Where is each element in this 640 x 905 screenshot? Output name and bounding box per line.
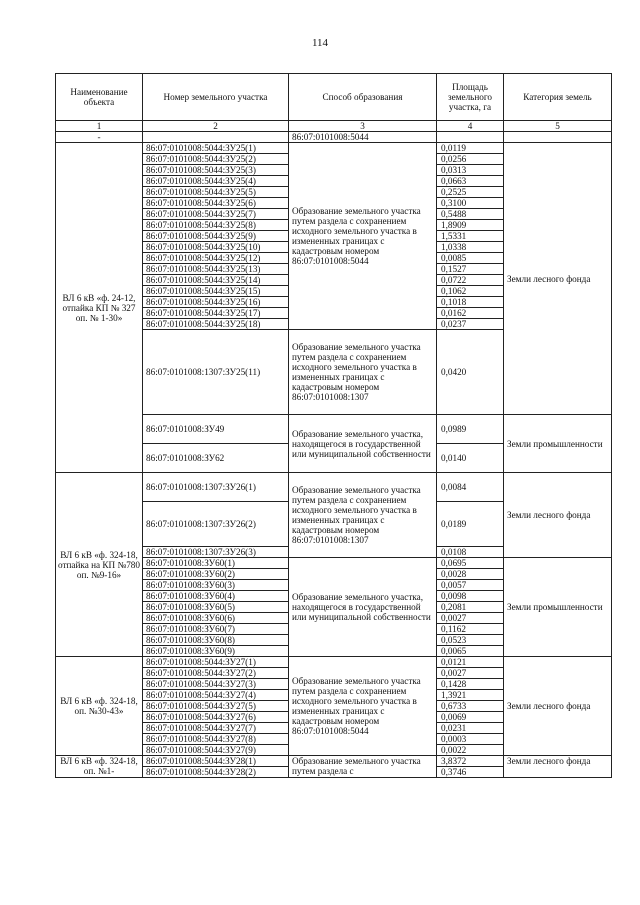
plot-number: 86:07:0101008:5044:ЗУ25(2) xyxy=(143,154,289,165)
plot-area: 0,0313 xyxy=(437,165,504,176)
plot-area: 1,3921 xyxy=(437,690,504,701)
plot-area: 1,0338 xyxy=(437,242,504,253)
plot-area: 0,0069 xyxy=(437,712,504,723)
land-plots-table xyxy=(55,73,612,778)
plot-area: 0,0108 xyxy=(437,547,504,558)
plot-number: 86:07:0101008:5044:ЗУ25(12) xyxy=(143,253,289,264)
plot-number: 86:07:0101008:5044:ЗУ25(14) xyxy=(143,275,289,286)
plot-area: 0,0119 xyxy=(437,143,504,154)
plot-number: 86:07:0101008:ЗУ60(7) xyxy=(143,624,289,635)
header-col5: Категория земель xyxy=(504,74,612,121)
formation-method: Образование земельного участка путем раздела с сохранением исходного земельного участка в измененных границах с кадастровым номером 86:07:0101008:1307 xyxy=(289,473,437,558)
plot-area: 1,8909 xyxy=(437,220,504,231)
column-number: 2 xyxy=(143,121,289,132)
plot-number: 86:07:0101008:5044:ЗУ27(6) xyxy=(143,712,289,723)
table-row xyxy=(56,143,612,154)
plot-area: 0,0003 xyxy=(437,734,504,745)
plot-area: 0,0057 xyxy=(437,580,504,591)
plot-number: 86:07:0101008:ЗУ60(8) xyxy=(143,635,289,646)
plot-number: 86:07:0101008:ЗУ60(6) xyxy=(143,613,289,624)
plot-number: 86:07:0101008:5044:ЗУ28(1) xyxy=(143,756,289,767)
plot-area: 0,0027 xyxy=(437,613,504,624)
plot-area: 3,8372 xyxy=(437,756,504,767)
column-numbers-row xyxy=(56,121,612,132)
plot-area: 0,0085 xyxy=(437,253,504,264)
plot-number: 86:07:0101008:1307:ЗУ26(2) xyxy=(143,502,289,547)
plot-area: 0,0989 xyxy=(437,415,504,444)
table-row xyxy=(56,657,612,668)
land-category: Земли лесного фонда xyxy=(504,756,612,778)
land-category: Земли лесного фонда xyxy=(504,143,612,415)
plot-area: 0,0028 xyxy=(437,569,504,580)
column-number: 4 xyxy=(437,121,504,132)
plot-area: 0,3100 xyxy=(437,198,504,209)
plot-number: 86:07:0101008:5044:ЗУ25(5) xyxy=(143,187,289,198)
plot-number: 86:07:0101008:5044:ЗУ25(10) xyxy=(143,242,289,253)
plot-number: 86:07:0101008:ЗУ60(2) xyxy=(143,569,289,580)
plot-number: 86:07:0101008:5044:ЗУ25(9) xyxy=(143,231,289,242)
plot-number: 86:07:0101008:5044:ЗУ25(13) xyxy=(143,264,289,275)
plot-number: 86:07:0101008:5044:ЗУ27(2) xyxy=(143,668,289,679)
plot-number: 86:07:0101008:5044:ЗУ25(1) xyxy=(143,143,289,154)
plot-area: 0,0027 xyxy=(437,668,504,679)
formation-method: Образование земельного участка путем раздела с сохранением исходного земельного участка в измененных границах с кадастровым номером 86:07:0101008:5044 xyxy=(289,657,437,756)
plot-area: 0,0189 xyxy=(437,502,504,547)
land-category: Земли лесного фонда xyxy=(504,473,612,558)
object-name: ВЛ 6 кВ «ф. 324-18, оп. №30-43» xyxy=(56,657,143,756)
object-name: ВЛ 6 кВ «ф. 324-18, оп. №1- xyxy=(56,756,143,778)
plot-area: 0,0523 xyxy=(437,635,504,646)
plot-area: 0,0065 xyxy=(437,646,504,657)
plot-number: 86:07:0101008:5044:ЗУ27(9) xyxy=(143,745,289,756)
plot-area: 0,2525 xyxy=(437,187,504,198)
formation-method: Образование земельного участка, находящегося в государственной или муниципальной собственности xyxy=(289,415,437,473)
plot-area: 0,0256 xyxy=(437,154,504,165)
plot-number: 86:07:0101008:ЗУ62 xyxy=(143,444,289,473)
plot-area: 0,6733 xyxy=(437,701,504,712)
land-category: Земли промышленности xyxy=(504,415,612,473)
plot-number: 86:07:0101008:5044:ЗУ25(6) xyxy=(143,198,289,209)
plot-number: 86:07:0101008:ЗУ49 xyxy=(143,415,289,444)
table-row xyxy=(56,756,612,767)
plot-number: 86:07:0101008:1307:ЗУ26(3) xyxy=(143,547,289,558)
carry-method: 86:07:0101008:5044 xyxy=(289,132,437,143)
plot-number: 86:07:0101008:ЗУ60(5) xyxy=(143,602,289,613)
column-number: 1 xyxy=(56,121,143,132)
plot-number: 86:07:0101008:5044:ЗУ25(17) xyxy=(143,308,289,319)
plot-number: 86:07:0101008:5044:ЗУ25(3) xyxy=(143,165,289,176)
plot-area: 0,0695 xyxy=(437,558,504,569)
plot-number: 86:07:0101008:5044:ЗУ27(1) xyxy=(143,657,289,668)
formation-method: Образование земельного участка путем раздела с xyxy=(289,756,437,778)
column-number: 5 xyxy=(504,121,612,132)
plot-area: 0,0420 xyxy=(437,330,504,415)
plot-area: 0,1018 xyxy=(437,297,504,308)
plot-area: 0,3746 xyxy=(437,767,504,778)
carry-area xyxy=(437,132,504,143)
plot-area: 0,2081 xyxy=(437,602,504,613)
plot-number: 86:07:0101008:5044:ЗУ27(7) xyxy=(143,723,289,734)
plot-area: 0,0022 xyxy=(437,745,504,756)
formation-method: Образование земельного участка, находящегося в государственной или муниципальной собственности xyxy=(289,558,437,657)
plot-number: 86:07:0101008:5044:ЗУ27(3) xyxy=(143,679,289,690)
carry-category xyxy=(504,132,612,143)
plot-number: 86:07:0101008:5044:ЗУ25(16) xyxy=(143,297,289,308)
object-name: ВЛ 6 кВ «ф. 324-18, отпайка на КП №780 оп. №9-16» xyxy=(56,473,143,657)
plot-number: 86:07:0101008:5044:ЗУ25(4) xyxy=(143,176,289,187)
plot-area: 0,1527 xyxy=(437,264,504,275)
header-col3: Способ образования xyxy=(289,74,437,121)
plot-number: 86:07:0101008:5044:ЗУ25(18) xyxy=(143,319,289,330)
plot-number: 86:07:0101008:5044:ЗУ25(8) xyxy=(143,220,289,231)
carry-row xyxy=(56,132,612,143)
plot-number: 86:07:0101008:5044:ЗУ25(7) xyxy=(143,209,289,220)
land-category: Земли лесного фонда xyxy=(504,657,612,756)
land-category: Земли промышленности xyxy=(504,558,612,657)
plot-area: 0,1062 xyxy=(437,286,504,297)
plot-area: 0,0084 xyxy=(437,473,504,502)
plot-area: 0,1428 xyxy=(437,679,504,690)
page-number: 114 xyxy=(311,37,329,49)
carry-number xyxy=(143,132,289,143)
plot-number: 86:07:0101008:ЗУ60(4) xyxy=(143,591,289,602)
object-name: ВЛ 6 кВ «ф. 24-12, отпайка КП № 327 оп. № 1-30» xyxy=(56,143,143,473)
plot-area: 0,5488 xyxy=(437,209,504,220)
plot-number: 86:07:0101008:ЗУ60(1) xyxy=(143,558,289,569)
column-number: 3 xyxy=(289,121,437,132)
header-col4: Площадь земельного участка, га xyxy=(437,74,504,121)
plot-area: 0,0231 xyxy=(437,723,504,734)
plot-number: 86:07:0101008:5044:ЗУ25(15) xyxy=(143,286,289,297)
carry-object: - xyxy=(56,132,143,143)
plot-number: 86:07:0101008:ЗУ60(9) xyxy=(143,646,289,657)
plot-number: 86:07:0101008:5044:ЗУ28(2) xyxy=(143,767,289,778)
header-col1: Наименование объекта xyxy=(56,74,143,121)
plot-number: 86:07:0101008:1307:ЗУ25(11) xyxy=(143,330,289,415)
header-row xyxy=(56,74,612,121)
plot-number: 86:07:0101008:5044:ЗУ27(4) xyxy=(143,690,289,701)
plot-area: 0,0722 xyxy=(437,275,504,286)
plot-number: 86:07:0101008:1307:ЗУ26(1) xyxy=(143,473,289,502)
plot-number: 86:07:0101008:5044:ЗУ27(8) xyxy=(143,734,289,745)
plot-area: 0,1162 xyxy=(437,624,504,635)
plot-area: 0,0663 xyxy=(437,176,504,187)
plot-area: 1,5331 xyxy=(437,231,504,242)
plot-number: 86:07:0101008:ЗУ60(3) xyxy=(143,580,289,591)
formation-method: Образование земельного участка путем раздела с сохранением исходного земельного участка в измененных границах с кадастровым номером 86:07:0101008:5044 xyxy=(289,143,437,330)
header-col2: Номер земельного участка xyxy=(143,74,289,121)
plot-area: 0,0140 xyxy=(437,444,504,473)
table-row xyxy=(56,473,612,502)
plot-area: 0,0098 xyxy=(437,591,504,602)
plot-area: 0,0162 xyxy=(437,308,504,319)
plot-area: 0,0237 xyxy=(437,319,504,330)
formation-method: Образование земельного участка путем раздела с сохранением исходного земельного участка в измененных границах с кадастровым номером 86:07:0101008:1307 xyxy=(289,330,437,415)
plot-number: 86:07:0101008:5044:ЗУ27(5) xyxy=(143,701,289,712)
plot-area: 0,0121 xyxy=(437,657,504,668)
